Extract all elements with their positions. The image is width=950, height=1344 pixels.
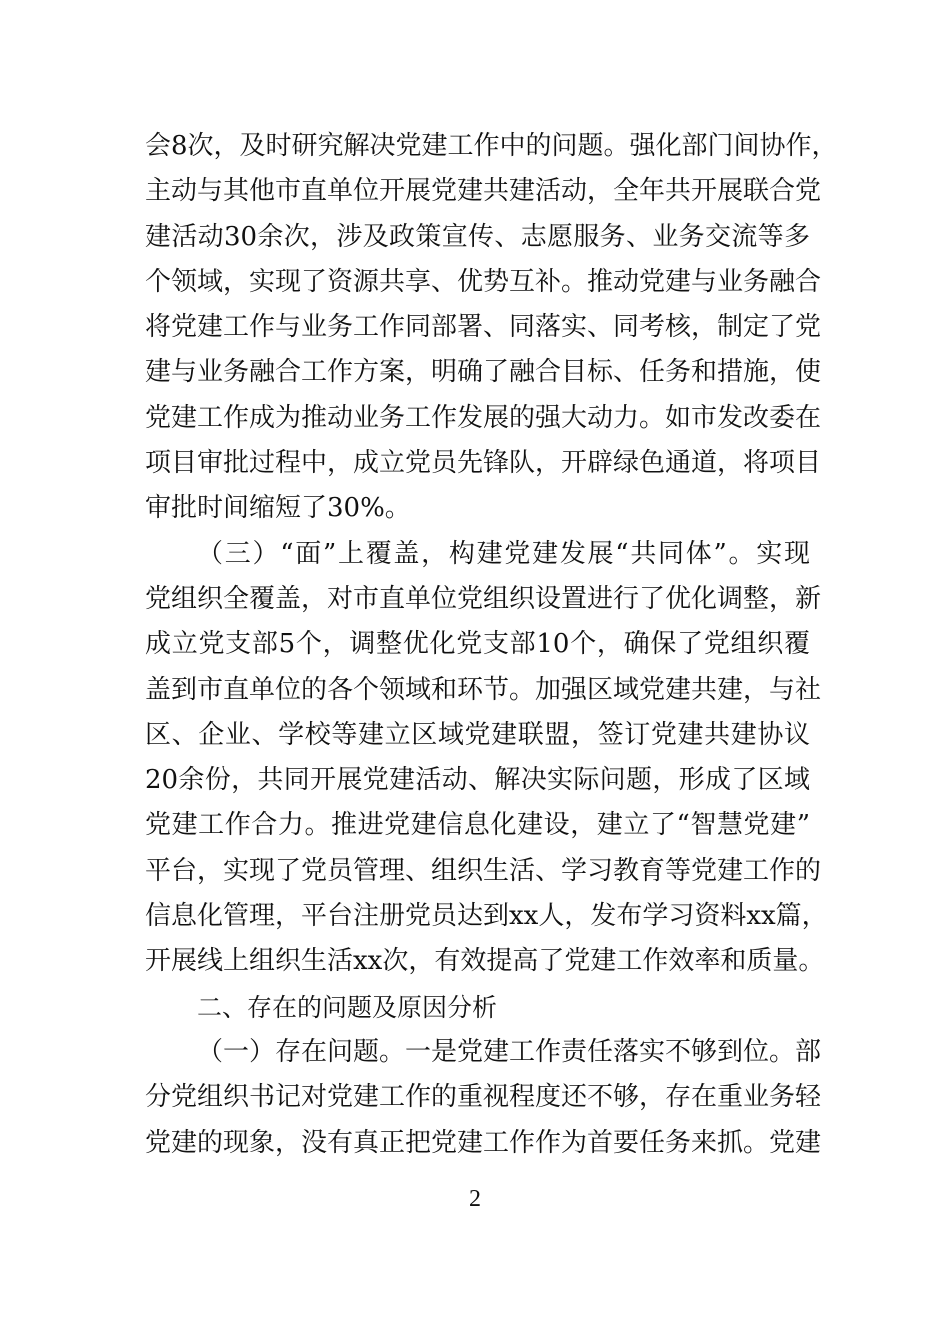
text-line: 开展线上组织生活xx次，有效提高了党建工作效率和质量。 bbox=[145, 946, 825, 977]
document-page bbox=[145, 124, 838, 1166]
paragraph-first-line: （一）存在问题。一是党建工作责任落实不够到位。部 bbox=[197, 1036, 822, 1067]
text-line: 将党建工作与业务工作同部署、同落实、同考核，制定了党 bbox=[145, 312, 822, 343]
text-line: 会8次，及时研究解决党建工作中的问题。强化部门间协作， bbox=[145, 131, 838, 161]
text-line: 成立党支部5个，调整优化党支部10个，确保了党组织覆 bbox=[145, 629, 810, 660]
paragraph-party-building-integration bbox=[145, 124, 838, 532]
text-line: 主动与其他市直单位开展党建共建活动，全年共开展联合党 bbox=[145, 176, 822, 207]
text-line: 盖到市直单位的各个领域和环节。加强区域党建共建，与社 bbox=[145, 674, 822, 705]
text-line: 信息化管理，平台注册党员达到xx人，发布学习资料xx篇， bbox=[145, 901, 828, 932]
text-line: 建与业务融合工作方案，明确了融合目标、任务和措施，使 bbox=[145, 357, 822, 388]
text-line: 项目审批过程中，成立党员先锋队，开辟绿色通道，将项目 bbox=[145, 448, 822, 479]
text-line: 区、企业、学校等建立区域党建联盟，签订党建共建协议 bbox=[145, 719, 810, 750]
section-heading: 二、存在的问题及原因分析 bbox=[197, 992, 498, 1022]
paragraph-existing-problems bbox=[145, 1030, 822, 1166]
text-line: 建活动30余次，涉及政策宣传、志愿服务、业务交流等多 bbox=[145, 221, 810, 252]
text-line: 党建工作成为推动业务工作发展的强大动力。如市发改委在 bbox=[145, 402, 822, 433]
text-line: 党建的现象，没有真正把党建工作作为首要任务来抓。党建 bbox=[145, 1127, 822, 1158]
text-line: 个领域，实现了资源共享、优势互补。推动党建与业务融合 bbox=[145, 266, 822, 297]
text-line: 审批时间缩短了30%。 bbox=[145, 493, 411, 524]
text-line: 党建工作合力。推进党建信息化建设，建立了“智慧党建” bbox=[145, 810, 810, 841]
paragraph-first-line: （三）“面”上覆盖，构建党建发展“共同体”。实现 bbox=[197, 538, 810, 569]
text-line: 分党组织书记对党建工作的重视程度还不够，存在重业务轻 bbox=[145, 1082, 822, 1113]
text-line: 党组织全覆盖，对市直单位党组织设置进行了优化调整，新 bbox=[145, 583, 822, 614]
paragraph-coverage-community bbox=[145, 532, 828, 985]
page-number: 2 bbox=[469, 1186, 481, 1212]
text-line: 平台，实现了党员管理、组织生活、学习教育等党建工作的 bbox=[145, 855, 822, 886]
text-line: 20余份，共同开展党建活动、解决实际问题，形成了区域 bbox=[145, 765, 810, 796]
